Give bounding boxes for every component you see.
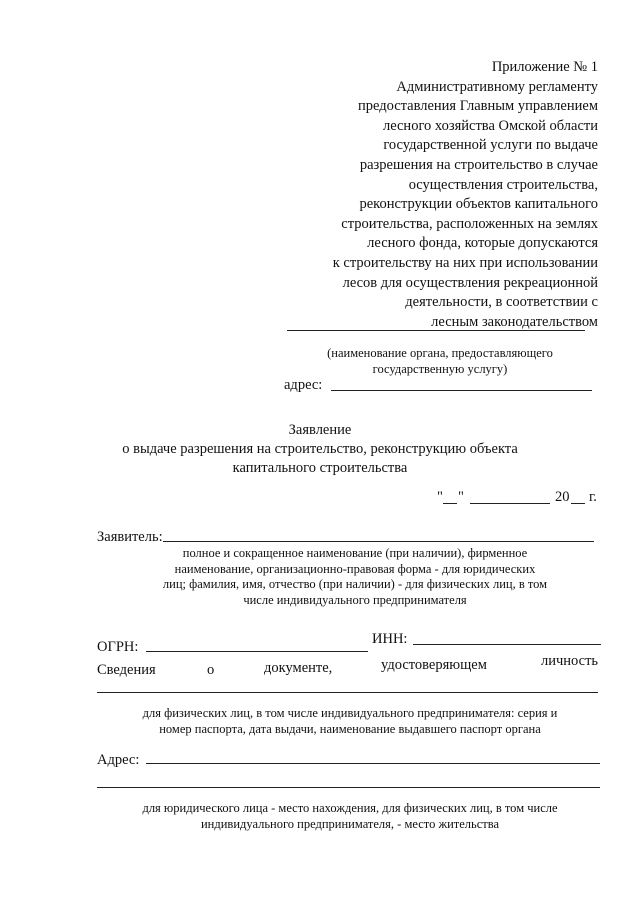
applicant-caption-line: лиц; фамилия, имя, отчество (при наличии) - для физических лиц, в том — [162, 577, 548, 591]
organ-address-field[interactable] — [331, 390, 592, 391]
organ-caption-line: государственную услугу) — [372, 361, 508, 376]
statement-title-block — [100, 421, 540, 478]
date-close-quote: " — [458, 489, 464, 505]
identity-word: личность — [541, 653, 599, 669]
appendix-line: Административному регламенту — [396, 78, 598, 95]
appendix-line: деятельности, в соответствии с — [405, 294, 598, 311]
appendix-line: лесов для осуществления рекреационной — [342, 274, 598, 291]
identity-doc-field[interactable] — [97, 692, 598, 693]
date-year-prefix: 20 — [555, 489, 570, 505]
organ-address-label: адрес: — [284, 377, 323, 393]
appendix-line: лесным законодательством — [431, 313, 598, 330]
statement-subtitle-line: капитального строительства — [232, 460, 408, 476]
applicant-caption-line: числе индивидуального предпринимателя — [243, 592, 467, 607]
appendix-header — [250, 58, 598, 332]
identity-word: о — [207, 662, 215, 678]
appendix-line: разрешения на строительство в случае — [359, 156, 598, 173]
ogrn-label: ОГРН: — [97, 639, 139, 655]
applicant-label: Заявитель: — [97, 529, 163, 545]
statement-title: Заявление — [288, 422, 352, 438]
applicant-field[interactable] — [163, 541, 594, 542]
appendix-line: Приложение № 1 — [491, 59, 598, 75]
applicant-caption — [150, 546, 560, 608]
appendix-line: к строительству на них при использовании — [332, 254, 598, 271]
applicant-caption-line: наименование, организационно-правовая форма - для юридических — [174, 561, 536, 576]
appendix-line: предоставления Главным управлением — [357, 98, 598, 115]
statement-subtitle-line: о выдаче разрешения на строительство, реконструкцию объекта — [122, 441, 518, 457]
appendix-line: лесного хозяйства Омской области — [382, 117, 598, 134]
address-caption — [120, 801, 580, 832]
date-open-quote: " — [437, 489, 443, 505]
address-field-second-line[interactable] — [97, 787, 600, 788]
date-year-suffix: г. — [589, 489, 597, 505]
appendix-line: лесного фонда, которые допускаются — [367, 235, 598, 252]
identity-caption-line: для физических лиц, в том числе индивидуального предпринимателя: серия и — [142, 706, 558, 720]
address-field[interactable] — [146, 763, 600, 764]
identity-word: Сведения — [97, 662, 156, 678]
organ-caption-line: (наименование органа, предоставляющего — [327, 346, 553, 360]
appendix-line: осуществления строительства, — [408, 176, 598, 193]
address-caption-line: для юридического лица - место нахождения, для физических лиц, в том числе — [142, 801, 558, 815]
appendix-line: строительства, расположенных на землях — [341, 215, 598, 232]
appendix-line: реконструкции объектов капитального — [359, 196, 598, 213]
ogrn-field[interactable] — [146, 651, 368, 652]
address-caption-line: индивидуального предпринимателя, - место жительства — [200, 816, 500, 831]
date-month-field[interactable] — [470, 503, 550, 504]
date-day-field[interactable] — [443, 503, 457, 504]
identity-doc-caption — [120, 706, 580, 737]
appendix-line: государственной услуги по выдаче — [383, 137, 598, 154]
organ-name-field[interactable] — [287, 330, 585, 331]
inn-label: ИНН: — [372, 631, 408, 647]
applicant-caption-line: полное и сокращенное наименование (при наличии), фирменное — [182, 546, 528, 560]
date-year-field[interactable] — [571, 503, 585, 504]
address-label: Адрес: — [97, 752, 140, 768]
organ-caption — [290, 346, 590, 377]
identity-caption-line: номер паспорта, дата выдачи, наименование выдавшего паспорт органа — [159, 721, 541, 736]
inn-field[interactable] — [413, 644, 601, 645]
identity-word: документе, — [264, 660, 333, 676]
identity-word: удостоверяющем — [381, 657, 487, 673]
